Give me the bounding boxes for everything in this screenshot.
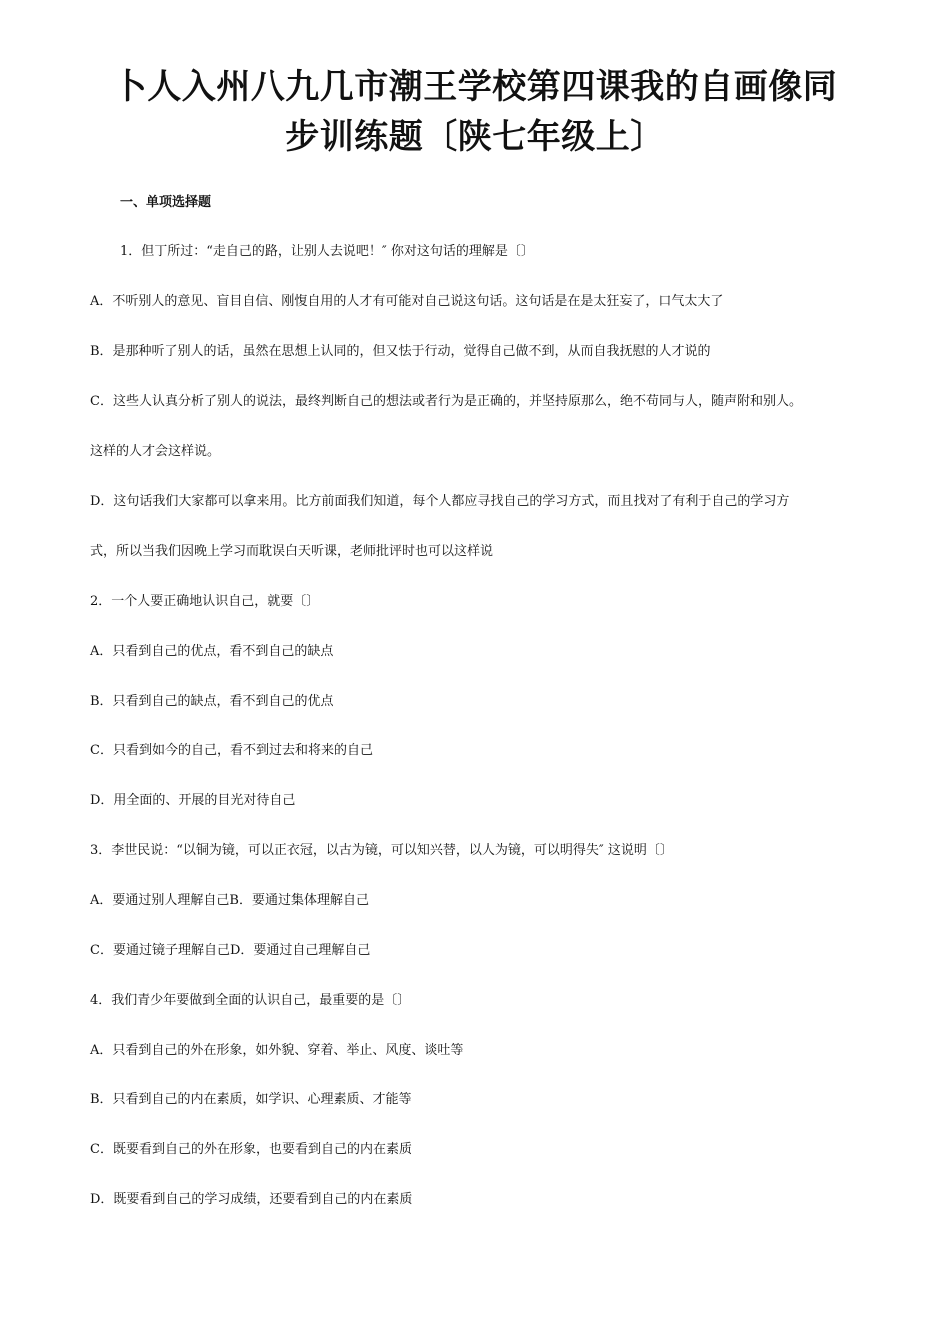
document-title-line-1: 卜人入州八九几市潮王学校第四课我的自画像同	[112, 67, 838, 107]
question-4: 4．我们青少年要做到全面的认识自己，最重要的是〔〕	[90, 993, 411, 1008]
question-4-option-a: A．只看到自己的外在形象，如外貌、穿着、举止、风度、谈吐等	[90, 1043, 464, 1058]
question-1-option-b: B．是那种听了别人的话，虽然在思想上认同的，但又怯于行动，觉得自己做不到，从而自我抚慰的人才说的	[90, 344, 711, 359]
question-3-options-ab: A．要通过别人理解自己B．要通过集体理解自己	[90, 893, 369, 908]
question-1-option-d-continued: 式，所以当我们因晚上学习而耽误白天听课，老师批评时也可以这样说	[90, 544, 494, 559]
question-1-option-c-continued: 这样的人才会这样说。	[90, 444, 221, 459]
question-1-option-c: C．这些人认真分析了别人的说法，最终判断自己的想法或者行为是正确的，并坚持原那么，绝不苟同与人，随声附和别人。	[90, 394, 802, 409]
question-1-option-a: A．不听别人的意见、盲目自信、刚愎自用的人才有可能对自己说这句话。这句话是在是太狂妄了，口气太大了	[90, 294, 724, 309]
document-title-line-2: 步训练题〔陕七年级上〕	[285, 117, 665, 157]
section-heading: 一、单项选择题	[120, 195, 212, 210]
question-2-option-c: C．只看到如今的自己，看不到过去和将来的自己	[90, 743, 373, 758]
question-2-option-a: A．只看到自己的优点，看不到自己的缺点	[90, 644, 334, 659]
question-1-option-d: D．这句话我们大家都可以拿来用。比方前面我们知道，每个人都应寻找自己的学习方式，而且找对了有利于自己的学习方	[90, 494, 790, 509]
question-4-option-c: C．既要看到自己的外在形象，也要看到自己的内在素质	[90, 1142, 412, 1157]
question-2-option-b: B．只看到自己的缺点，看不到自己的优点	[90, 694, 334, 709]
question-2-option-d: D．用全面的、开展的目光对待自己	[90, 793, 296, 808]
question-2: 2．一个人要正确地认识自己，就要〔〕	[90, 594, 320, 609]
question-4-option-b: B．只看到自己的内在素质，如学识、心理素质、才能等	[90, 1092, 412, 1107]
question-3: 3．李世民说：“以铜为镜，可以正衣冠，以古为镜，可以知兴替，以人为镜，可以明得失″ 这说明〔〕	[90, 843, 673, 858]
question-3-options-cd: C．要通过镜子理解自己D．要通过自己理解自己	[90, 943, 371, 958]
question-1: 1．但丁所过：“走自己的路，让别人去说吧！″ 你对这句话的理解是〔〕	[120, 244, 534, 259]
question-4-option-d: D．既要看到自己的学习成绩，还要看到自己的内在素质	[90, 1192, 413, 1207]
